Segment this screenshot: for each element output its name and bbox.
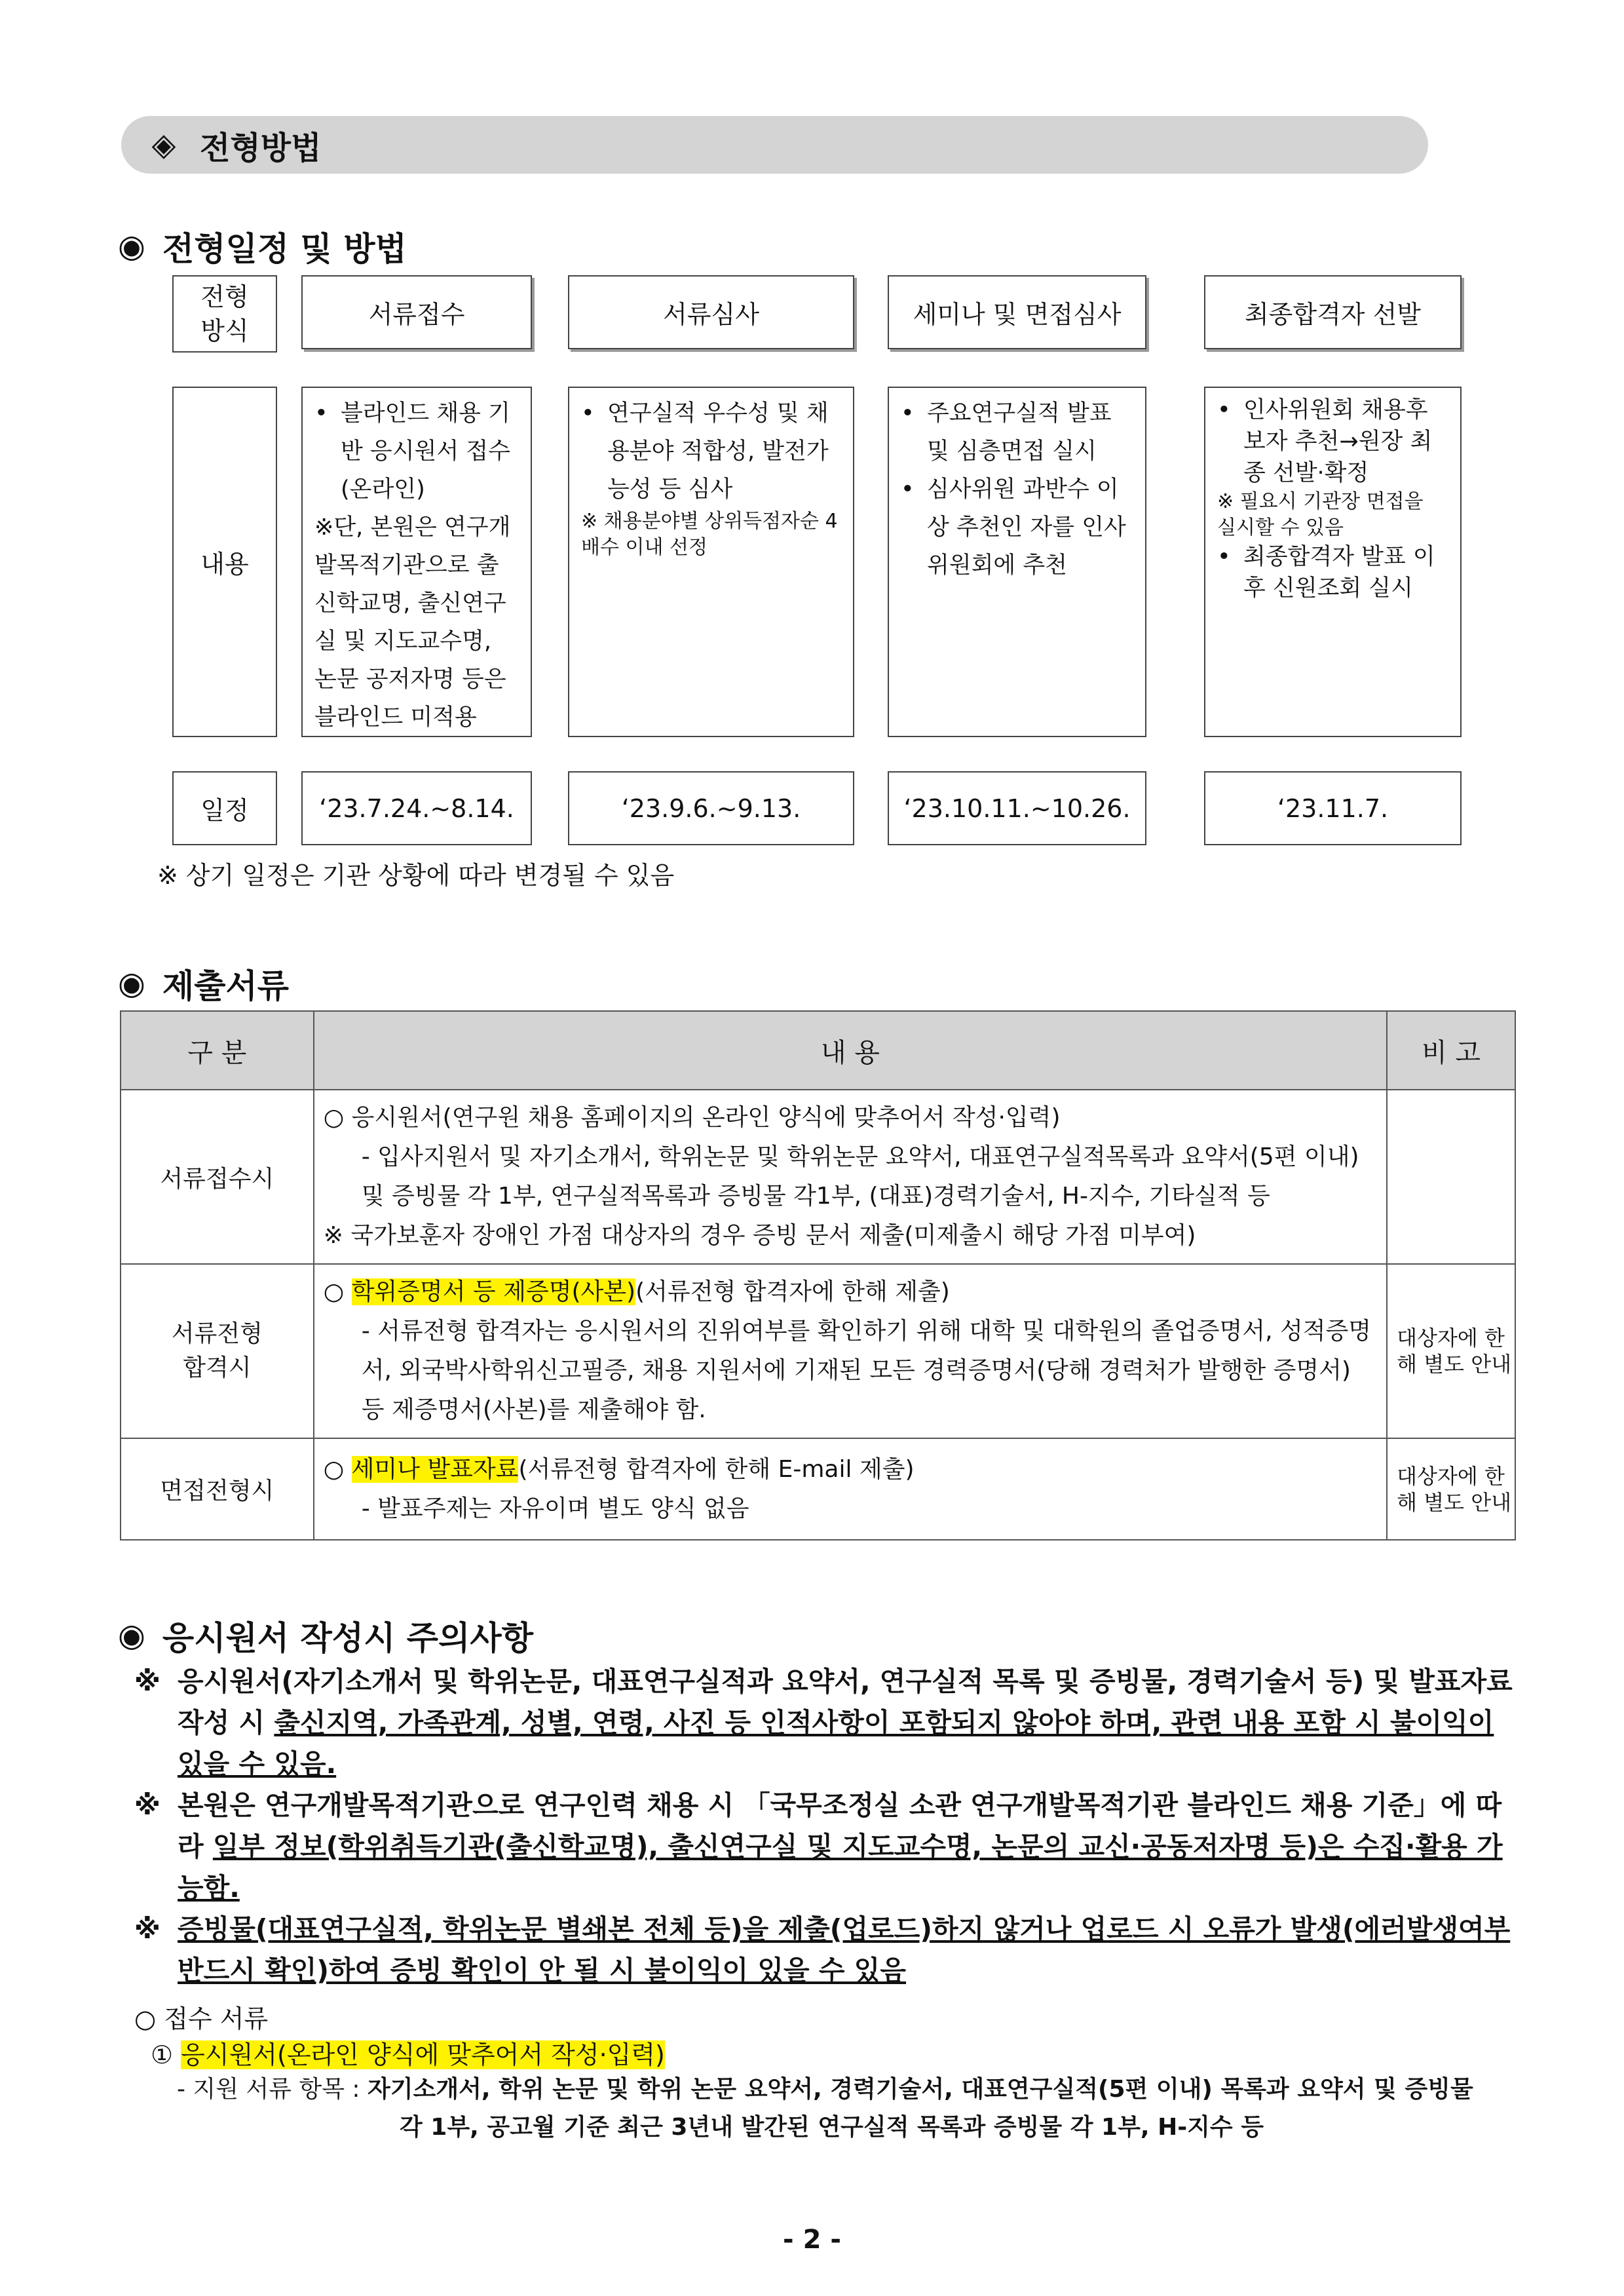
- notice-item: ※ 본원은 연구개발목적기관으로 연구인력 채용 시 「국무조정실 소관 연구개발목적기관 블라인드 채용 기준」에 따라 일부 정보(학위취득기관(출신학교명), 출신연구실 및 지도교수명, 논문의 교신·공동저자명 등)은 수집·활용 가능함.: [134, 1789, 1503, 1904]
- row3-note: 대상자에 한해 별도 안내: [1387, 1438, 1515, 1540]
- notice-list: [134, 1661, 1517, 1991]
- label-method: 전형 방식: [172, 275, 277, 353]
- notice-item: ※ 응시원서(자기소개서 및 학위논문, 대표연구실적과 요약서, 연구실적 목록 및 증빙물, 경력기술서 등) 및 발표자료 작성 시 출신지역, 가족관계, 성별, 연령, 사진 등 인적사항이 포함되지 않아야 하며, 관련 내용 포함 시 불이익이 있을 수 있음.: [134, 1666, 1513, 1780]
- stage-4-header: 최종합격자 선발: [1204, 275, 1462, 349]
- table-row: [121, 1090, 1515, 1264]
- diamond-icon: ◈: [151, 126, 176, 163]
- stage-2-header: 서류심사: [568, 275, 854, 349]
- reception-item-1: ① 응시원서(온라인 양식에 맞추어서 작성·입력): [151, 2040, 665, 2069]
- col-note: 비 고: [1387, 1011, 1515, 1090]
- stage-2-line: 연구실적 우수성 및 채용분야 적합성, 발전가능성 등 심사: [607, 400, 829, 503]
- reception-detail: - 지원 서류 항목 : 자기소개서, 학위 논문 및 학위 논문 요약서, 경력기술서, 대표연구실적(5편 이내) 목록과 요약서 및 증빙물 각 1부, 공고월 기준 최근 3년내 발간된 연구실적 목록과 증빙물 각 1부, H-지수 등: [177, 2076, 1473, 2141]
- table-row: [121, 1438, 1515, 1540]
- schedule-4: ‘23.11.7.: [1204, 771, 1462, 845]
- section1-title: [118, 223, 407, 270]
- row1-line3: ※ 국가보훈자 장애인 가점 대상자의 경우 증빙 문서 제출(미제출시 해당 가점 미부여): [323, 1222, 1196, 1249]
- row1-note: [1387, 1090, 1515, 1264]
- row3-line1: ○ 세미나 발표자료(서류전형 합격자에 한해 E-mail 제출): [323, 1455, 915, 1483]
- section3-title: [118, 1612, 533, 1659]
- documents-table: [120, 1010, 1516, 1540]
- col-content: 내 용: [314, 1011, 1387, 1090]
- stage-4-line2: 최종합격자 발표 이후 신원조회 실시: [1243, 544, 1435, 602]
- stage-3-line2: 심사위원 과반수 이상 추천인 자를 인사위원회에 추천: [927, 476, 1126, 579]
- stage-1-line: 블라인드 채용 기반 응시원서 접수(온라인): [341, 400, 510, 503]
- label-schedule: 일정: [172, 771, 277, 845]
- row2-content: [314, 1264, 1387, 1438]
- circle-mark-icon: ◉: [118, 228, 145, 265]
- circle-mark-icon: ◉: [118, 1617, 145, 1654]
- section2-title-text: 제출서류: [162, 967, 290, 1005]
- stage-4-content: • 인사위원회 채용후보자 추천→원장 최종 선발·확정 ※ 필요시 기관장 면접을 실시할 수 있음 • 최종합격자 발표 이후 신원조회 실시: [1204, 387, 1462, 737]
- stage-4-note: ※ 필요시 기관장 면접을 실시할 수 있음: [1217, 490, 1424, 539]
- stage-3-line1: 주요연구실적 발표 및 심층면접 실시: [927, 400, 1112, 465]
- row3-content: [314, 1438, 1387, 1540]
- stage-4-line1: 인사위원회 채용후보자 추천→원장 최종 선발·확정: [1243, 397, 1433, 486]
- schedule-footnote: ※ 상기 일정은 기관 상황에 따라 변경될 수 있음: [157, 861, 675, 890]
- highlight-text: 세미나 발표자료: [351, 1455, 519, 1483]
- circle-mark-icon: ◉: [118, 965, 145, 1002]
- col-category: 구 분: [121, 1011, 314, 1090]
- notice-item: ※ 증빙물(대표연구실적, 학위논문 별쇄본 전체 등)을 제출(업로드)하지 않거나 업로드 시 오류가 발생(에러발생여부 반드시 확인)하여 증빙 확인이 안 될 시 불이익이 있을 수 있음: [134, 1913, 1511, 1986]
- stage-1-note: ※단, 본원은 연구개발목적기관으로 출신학교명, 출신연구실 및 지도교수명, 논문 공저자명 등은 블라인드 미적용: [314, 514, 511, 731]
- stage-3-header: 세미나 및 면접심사: [888, 275, 1146, 349]
- stage-1-header: 서류접수: [301, 275, 532, 349]
- section3-title-text: 응시원서 작성시 주의사항: [162, 1619, 534, 1657]
- row2-note: 대상자에 한해 별도 안내: [1387, 1264, 1515, 1438]
- section2-title: [118, 960, 289, 1007]
- row2-category: 서류전형 합격시: [121, 1264, 314, 1438]
- row1-category: 서류접수시: [121, 1090, 314, 1264]
- schedule-2: ‘23.9.6.~9.13.: [568, 771, 854, 845]
- row3-line2: - 발표주제는 자유이며 별도 양식 없음: [361, 1495, 749, 1522]
- schedule-1: ‘23.7.24.~8.14.: [301, 771, 532, 845]
- row1-line1: ○ 응시원서(연구원 채용 홈페이지의 온라인 양식에 맞추어서 작성·입력): [323, 1104, 1061, 1131]
- row1-content: [314, 1090, 1387, 1264]
- stage-3-content: • 주요연구실적 발표 및 심층면접 실시 • 심사위원 과반수 이상 추천인 자를 인사위원회에 추천: [888, 387, 1146, 737]
- stage-2-note: ※ 채용분야별 상위득점자순 4배수 이내 선정: [581, 510, 838, 559]
- stage-2-content: • 연구실적 우수성 및 채용분야 적합성, 발전가능성 등 심사 ※ 채용분야별 상위득점자순 4배수 이내 선정: [568, 387, 854, 737]
- row1-line2: - 입사지원서 및 자기소개서, 학위논문 및 학위논문 요약서, 대표연구실적목록과 요약서(5편 이내) 및 증빙물 각 1부, 연구실적목록과 증빙물 각1부, (대표)경력기술서, H-지수, 기타실적 등: [361, 1143, 1359, 1210]
- section1-title-text: 전형일정 및 방법: [162, 230, 407, 268]
- row3-category: 면접전형시: [121, 1438, 314, 1540]
- highlight-text: 학위증명서 등 제증명(사본): [351, 1278, 636, 1305]
- label-content: 내용: [172, 387, 277, 737]
- header-title: 전형방법: [200, 129, 322, 166]
- row2-line1: ○ 학위증명서 등 제증명(사본)(서류전형 합격자에 한해 제출): [323, 1278, 950, 1305]
- stage-1-content: • 블라인드 채용 기반 응시원서 접수(온라인) ※단, 본원은 연구개발목적기관으로 출신학교명, 출신연구실 및 지도교수명, 논문 공저자명 등은 블라인드 미적용: [301, 387, 532, 737]
- reception-title: ○ 접수 서류: [134, 2004, 269, 2033]
- schedule-3: ‘23.10.11.~10.26.: [888, 771, 1146, 845]
- table-row: [121, 1264, 1515, 1438]
- section-header-banner: [121, 116, 1428, 174]
- page-number: - 2 -: [783, 2225, 841, 2255]
- highlight-text: 응시원서(온라인 양식에 맞추어서 작성·입력): [181, 2040, 665, 2069]
- row2-line2: - 서류전형 합격자는 응시원서의 진위여부를 확인하기 위해 대학 및 대학원의 졸업증명서, 성적증명서, 외국박사학위신고필증, 채용 지원서에 기재된 모든 경력증명서(당해 경력처가 발행한 증명서) 등 제증명서(사본)를 제출해야 함.: [361, 1318, 1372, 1423]
